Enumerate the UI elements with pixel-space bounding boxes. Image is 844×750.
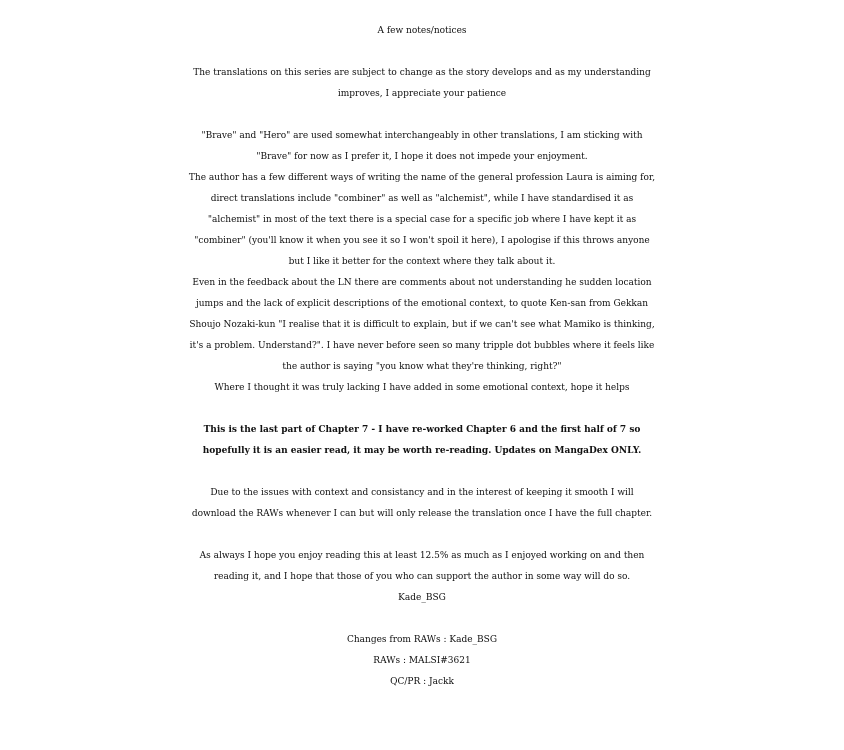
text-line: direct translations include "combiner" as well as "alchemist", while I have standardised it as	[210, 194, 634, 204]
text-line: The translations on this series are subject to change as the story develops and as my understanding	[193, 68, 651, 78]
notes-title: A few notes/notices	[377, 26, 467, 36]
text-line: it's a problem. Understand?". I have never before seen so many tripple dot bubbles where it feels like	[189, 341, 655, 351]
text-line: improves, I appreciate your patience	[337, 89, 507, 99]
text-line: reading it, and I hope that those of you who can support the author in some way will do so.	[213, 572, 631, 582]
text-line: As always I hope you enjoy reading this at least 12.5% as much as I enjoyed working on and then	[199, 551, 645, 561]
credit-changes: Changes from RAWs : Kade_BSG	[346, 635, 498, 645]
text-line: The author has a few different ways of writing the name of the general profession Laura is aiming for,	[188, 173, 656, 183]
signature: Kade_BSG	[398, 593, 446, 603]
text-line: Due to the issues with context and consistancy and in the interest of keeping it smooth I will	[210, 488, 634, 498]
text-line: Shoujo Nozaki-kun "I realise that it is difficult to explain, but if we can't see what Mamiko is thinking,	[189, 320, 655, 330]
text-line: hopefully it is an easier read, it may be worth re-reading. Updates on MangaDex ONLY.	[202, 446, 642, 456]
text-line: "Brave" and "Hero" are used somewhat interchangeably in other translations, I am sticking with	[201, 131, 643, 141]
text-line: but I like it better for the context where they talk about it.	[288, 257, 556, 267]
text-line: download the RAWs whenever I can but will only release the translation once I have the full chapter.	[191, 509, 653, 519]
credit-qc-pr: QC/PR : Jackk	[390, 677, 454, 687]
text-line: "alchemist" in most of the text there is a special case for a specific job where I have kept it as	[207, 215, 637, 225]
text-line: jumps and the lack of explicit descriptions of the emotional context, to quote Ken-san from Gekkan	[195, 299, 649, 309]
text-line: the author is saying "you know what they're thinking, right?"	[282, 362, 562, 372]
text-line: This is the last part of Chapter 7 - I have re-worked Chapter 6 and the first half of 7 so	[203, 425, 641, 435]
credit-raws: RAWs : MALSI#3621	[373, 656, 471, 666]
text-line: Even in the feedback about the LN there are comments about not understanding he sudden location	[192, 278, 652, 288]
text-line: "combiner" (you'll know it when you see it so I won't spoil it here), I apologise if this throws anyone	[194, 236, 650, 246]
text-line: Where I thought it was truly lacking I have added in some emotional context, hope it helps	[214, 383, 630, 393]
text-line: "Brave" for now as I prefer it, I hope it does not impede your enjoyment.	[256, 152, 588, 162]
